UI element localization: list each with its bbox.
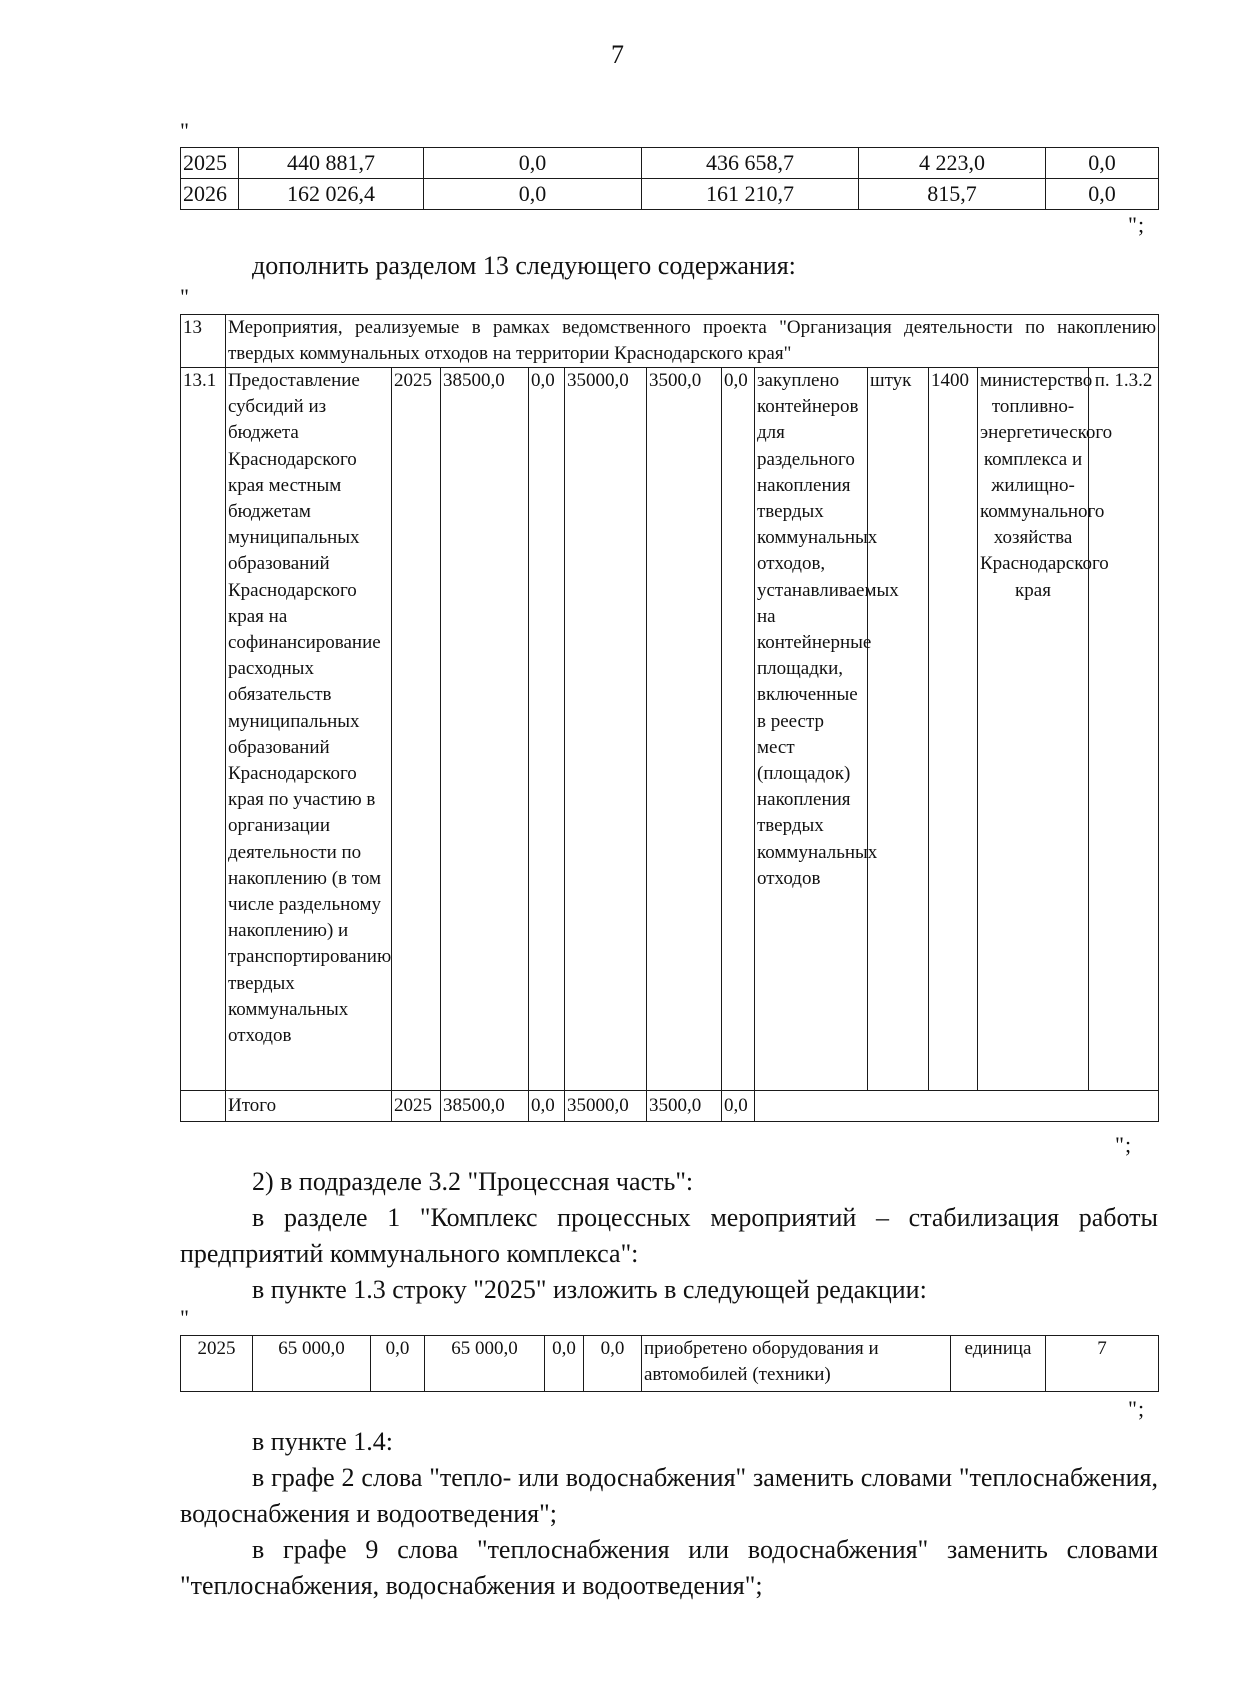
value-cell: 0,0 — [1046, 148, 1159, 179]
close-quote-1: "; — [1128, 212, 1146, 237]
item-reference: п. 1.3.2 — [1089, 368, 1159, 1091]
item-count: 1400 — [929, 368, 978, 1091]
table-row — [181, 368, 1159, 1091]
close-quote-2: "; — [1115, 1132, 1133, 1157]
column-2-text: в графе 2 слова "тепло- или водоснабжения" заменить словами "теплоснабжения, водоснабжения и водоотведения"; — [180, 1463, 1158, 1528]
total-label: Итого — [226, 1091, 392, 1122]
open-quote-3: " — [180, 1305, 189, 1330]
year-cell: 2025 — [181, 148, 239, 179]
value-cell: 65 000,0 — [425, 1336, 545, 1392]
funding-row-table — [180, 1335, 1159, 1392]
value-cell: 161 210,7 — [642, 179, 859, 210]
value-cell: 4 223,0 — [859, 148, 1046, 179]
item-value: 0,0 — [722, 368, 755, 1091]
item-year: 2025 — [392, 368, 441, 1091]
value-cell: 815,7 — [859, 179, 1046, 210]
value-cell: 0,0 — [424, 179, 642, 210]
value-cell: 0,0 — [424, 148, 642, 179]
table-row — [181, 148, 1159, 179]
section-text: в разделе 1 "Комплекс процессных мероприятий – стабилизация работы предприятий коммунального комплекса": — [180, 1203, 1158, 1268]
open-quote-1: " — [180, 118, 189, 143]
item-unit: штук — [868, 368, 929, 1091]
value-cell: 0,0 — [371, 1336, 425, 1392]
total-row — [181, 1091, 1159, 1122]
value-cell: 0,0 — [584, 1336, 642, 1392]
open-quote-2: " — [180, 284, 189, 309]
total-cell: 65 000,0 — [253, 1336, 371, 1392]
column-9-text: в графе 9 слова "теплоснабжения или водоснабжения" заменить словами "теплоснабжения, водоснабжения и водоотведения"; — [180, 1535, 1158, 1600]
total-value: 0,0 — [529, 1091, 565, 1122]
total-cell: 162 026,4 — [239, 179, 424, 210]
point-1-4: в пункте 1.4: — [252, 1427, 394, 1456]
total-value: 3500,0 — [647, 1091, 722, 1122]
section-title: Мероприятия, реализуемые в рамках ведомственного проекта "Организация деятельности по накоплению твердых коммунальных отходов на территории Краснодарского края" — [226, 315, 1159, 368]
value-cell: 0,0 — [1046, 179, 1159, 210]
total-cell: 440 881,7 — [239, 148, 424, 179]
year-cell: 2026 — [181, 179, 239, 210]
item-value: 3500,0 — [647, 368, 722, 1091]
subsection-heading: 2) в подразделе 3.2 "Процессная часть": — [252, 1167, 694, 1196]
close-quote-3: "; — [1128, 1396, 1146, 1421]
item-total: 38500,0 — [441, 368, 529, 1091]
page-number: 7 — [611, 40, 624, 69]
section-number: 13 — [181, 315, 226, 368]
year-cell: 2025 — [181, 1336, 253, 1392]
total-year: 2025 — [392, 1091, 441, 1122]
activities-table — [180, 314, 1159, 1122]
item-value: 0,0 — [529, 368, 565, 1091]
value-cell: 0,0 — [545, 1336, 584, 1392]
table-row — [181, 179, 1159, 210]
item-result: закуплено контейнеров для раздельного накопления твердых коммунальных отходов, устанавливаемых на контейнерные площадки, включенные в реестр мест (площадок) накопления твердых коммунальных отходов — [755, 368, 868, 1091]
value-cell: 436 658,7 — [642, 148, 859, 179]
item-number: 13.1 — [181, 368, 226, 1091]
total-sum: 38500,0 — [441, 1091, 529, 1122]
item-value: 35000,0 — [565, 368, 647, 1091]
point-text: в пункте 1.3 строку "2025" изложить в следующей редакции: — [252, 1275, 927, 1304]
item-executor: министерство топливно-энергетического комплекса и жилищно-коммунального хозяйства Краснодарского края — [978, 368, 1089, 1091]
total-value: 35000,0 — [565, 1091, 647, 1122]
result-cell: приобретено оборудования и автомобилей (техники) — [642, 1336, 951, 1392]
section-header-row — [181, 315, 1159, 368]
table-row — [181, 1336, 1159, 1392]
total-value: 0,0 — [722, 1091, 755, 1122]
unit-cell: единица — [951, 1336, 1046, 1392]
item-name: Предоставление субсидий из бюджета Краснодарского края местным бюджетам муниципальных образований Краснодарского края на софинансирование расходных обязательств муниципальных образований Краснодарского края по участию в организации деятельности по накоплению (в том числе раздельному накоплению) и транспортированию твердых коммунальных отходов — [226, 368, 392, 1091]
funding-table-1 — [180, 147, 1159, 210]
add-section-text: дополнить разделом 13 следующего содержания: — [252, 251, 796, 280]
count-cell: 7 — [1046, 1336, 1159, 1392]
